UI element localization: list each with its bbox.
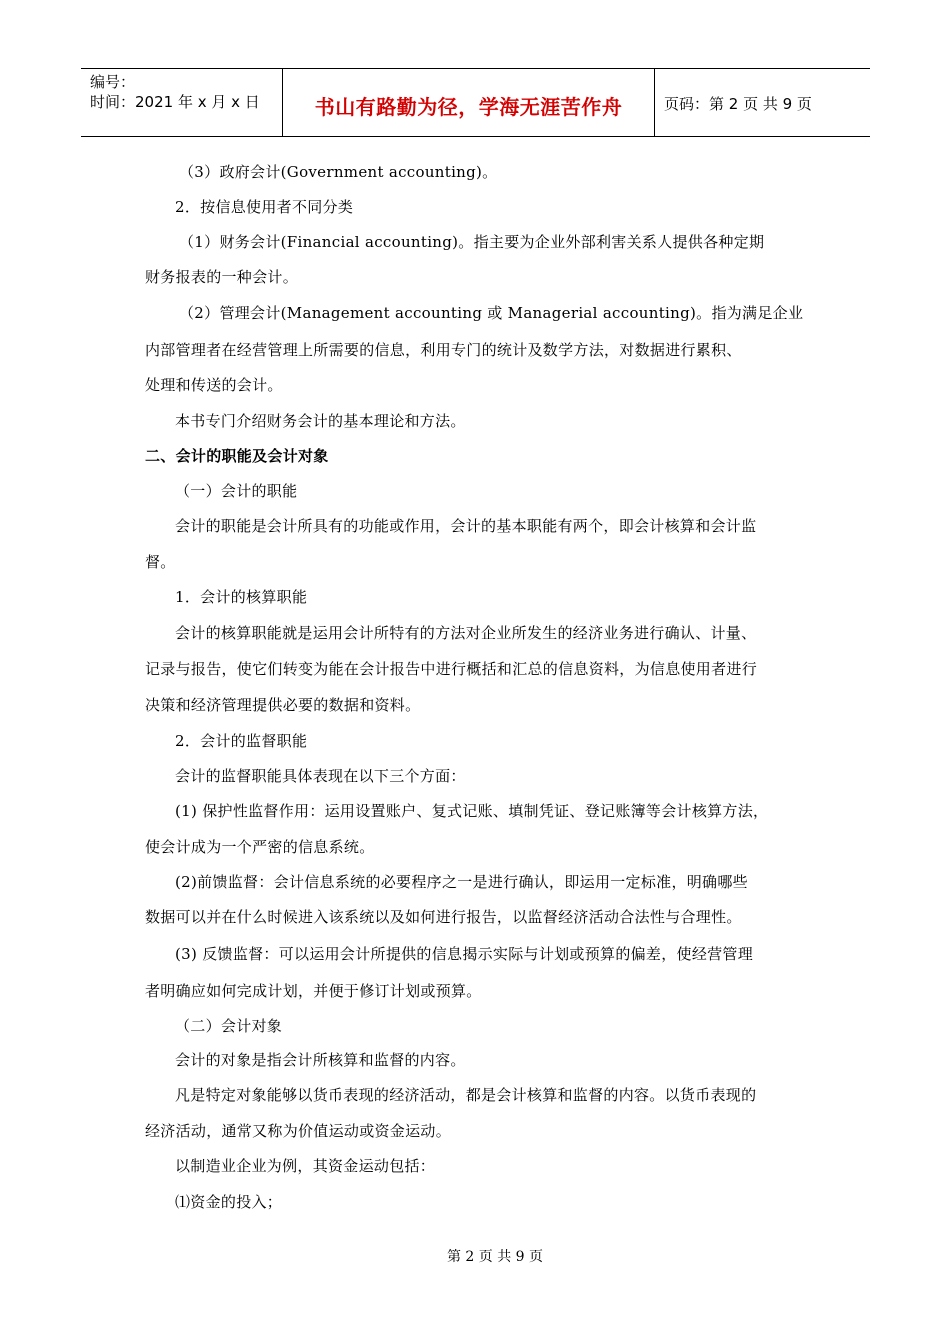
body-line: 决策和经济管理提供必要的数据和资料。 bbox=[145, 696, 421, 714]
document-number-label: 编号： bbox=[90, 73, 136, 91]
body-line: 使会计成为一个严密的信息系统。 bbox=[145, 838, 375, 856]
header-motto-cell bbox=[282, 69, 655, 136]
body-line: 会计的对象是指会计所核算和监督的内容。 bbox=[175, 1051, 466, 1069]
page-footer: 第 2 页 共 9 页 bbox=[446, 1249, 544, 1265]
document-date-label: 时间：2021 年 x 月 x 日 bbox=[90, 93, 260, 111]
section-heading: 二、会计的职能及会计对象 bbox=[145, 447, 329, 465]
body-line: 内部管理者在经营管理上所需要的信息，利用专门的统计及数学方法，对数据进行累积、 bbox=[145, 341, 742, 359]
body-line: (1) 保护性监督作用：运用设置账户、复式记账、填制凭证、登记账簿等会计核算方法， bbox=[175, 802, 769, 820]
body-line: （3）政府会计(Government accounting)。 bbox=[179, 163, 498, 181]
body-line: 经济活动，通常又称为价值运动或资金运动。 bbox=[145, 1122, 452, 1140]
body-line: (3) 反馈监督：可以运用会计所提供的信息揭示实际与计划或预算的偏差，使经营管理 bbox=[175, 945, 754, 963]
header-page-info: 页码：第 2 页 共 9 页 bbox=[664, 95, 812, 113]
body-line: 处理和传送的会计。 bbox=[145, 376, 283, 394]
body-line: 会计的职能是会计所具有的功能或作用，会计的基本职能有两个，即会计核算和会计监 bbox=[175, 517, 757, 535]
body-line: 者明确应如何完成计划，并便于修订计划或预算。 bbox=[145, 982, 482, 1000]
body-line: 数据可以并在什么时候进入该系统以及如何进行报告，以监督经济活动合法性与合理性。 bbox=[145, 908, 742, 926]
header-page-cell bbox=[654, 69, 870, 136]
body-line: （2）管理会计(Management accounting 或 Managerial accounting)。指为满足企业 bbox=[179, 304, 804, 322]
body-line: 2．会计的监督职能 bbox=[175, 732, 308, 750]
subsection-heading: （一）会计的职能 bbox=[175, 482, 298, 500]
body-line: 凡是特定对象能够以货币表现的经济活动，都是会计核算和监督的内容。以货币表现的 bbox=[175, 1086, 757, 1104]
subsection-heading: （二）会计对象 bbox=[175, 1017, 283, 1035]
body-line: ⑴资金的投入； bbox=[175, 1193, 283, 1211]
body-line: 督。 bbox=[145, 553, 176, 571]
body-line: 1．会计的核算职能 bbox=[175, 588, 308, 606]
body-line: （1）财务会计(Financial accounting)。指主要为企业外部利害关系人提供各种定期 bbox=[179, 233, 765, 251]
header-motto: 书山有路勤为径，学海无涯苦作舟 bbox=[314, 95, 623, 119]
body-line: 2．按信息使用者不同分类 bbox=[175, 198, 354, 216]
header-meta-cell bbox=[81, 69, 282, 136]
body-line: 财务报表的一种会计。 bbox=[145, 268, 299, 286]
page-header bbox=[81, 68, 870, 137]
body-line: 会计的监督职能具体表现在以下三个方面： bbox=[175, 767, 466, 785]
body-line: 本书专门介绍财务会计的基本理论和方法。 bbox=[175, 412, 466, 430]
body-line: 以制造业企业为例，其资金运动包括： bbox=[175, 1157, 436, 1175]
body-line: (2)前馈监督：会计信息系统的必要程序之一是进行确认，即运用一定标准，明确哪些 bbox=[175, 873, 748, 891]
body-line: 记录与报告，使它们转变为能在会计报告中进行概括和汇总的信息资料，为信息使用者进行 bbox=[145, 660, 758, 678]
body-line: 会计的核算职能就是运用会计所特有的方法对企业所发生的经济业务进行确认、计量、 bbox=[175, 624, 757, 642]
